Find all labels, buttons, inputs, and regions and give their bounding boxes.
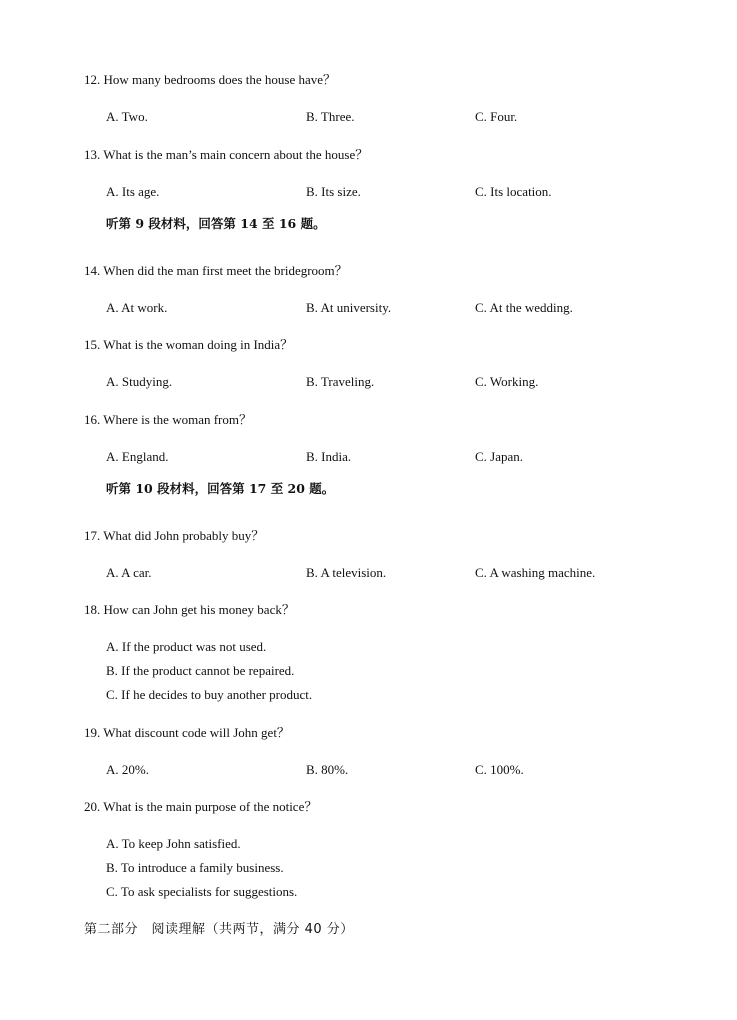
question-12-option-a: A. Two. xyxy=(106,109,148,124)
question-17-option-c: C. A washing machine. xyxy=(475,565,596,580)
question-15-option-b: B. Traveling. xyxy=(306,374,375,389)
question-13-option-b: B. Its size. xyxy=(306,184,361,199)
question-15-stem: 15. What is the woman doing in India？ xyxy=(84,337,294,352)
question-19-option-b: B. 80%. xyxy=(306,762,349,777)
question-17-option-b: B. A television. xyxy=(306,565,387,580)
question-16-option-b: B. India. xyxy=(306,449,352,464)
question-16-option-a: A. England. xyxy=(106,449,169,464)
question-14-option-c: C. At the wedding. xyxy=(475,300,573,315)
question-13-stem: 13. What is the man’s main concern about the house？ xyxy=(84,147,369,162)
question-20-stem: 20. What is the main purpose of the notice？ xyxy=(84,799,318,814)
question-18-option-c: C. If he decides to buy another product. xyxy=(106,687,313,702)
question-20-option-a: A. To keep John satisfied. xyxy=(106,836,241,851)
question-13-option-a: A. Its age. xyxy=(106,184,160,199)
question-14-option-a: A. At work. xyxy=(106,300,168,315)
part-two-title: 第二部分 阅读理解（共两节，满分 40 分） xyxy=(84,922,354,937)
question-20-option-c: C. To ask specialists for suggestions. xyxy=(106,884,298,899)
question-15-option-c: C. Working. xyxy=(475,374,539,389)
question-14-option-b: B. At university. xyxy=(306,300,392,315)
section-head-passage-10: 听第 10 段材料，回答第 17 至 20 题。 xyxy=(106,481,335,496)
question-16-stem: 16. Where is the woman from？ xyxy=(84,412,252,427)
question-14-stem: 14. When did the man first meet the bridegroom？ xyxy=(84,263,348,278)
question-18-stem: 18. How can John get his money back？ xyxy=(84,602,295,617)
question-16-option-c: C. Japan. xyxy=(475,449,524,464)
question-15-option-a: A. Studying. xyxy=(106,374,173,389)
question-20-option-b: B. To introduce a family business. xyxy=(106,860,284,875)
question-19-option-c: C. 100%. xyxy=(475,762,524,777)
section-head-passage-9: 听第 9 段材料，回答第 14 至 16 题。 xyxy=(106,216,326,231)
question-17-stem: 17. What did John probably buy？ xyxy=(84,528,265,543)
question-18-option-a: A. If the product was not used. xyxy=(106,639,267,654)
question-17-option-a: A. A car. xyxy=(106,565,152,580)
question-12-option-c: C. Four. xyxy=(475,109,518,124)
question-12-stem: 12. How many bedrooms does the house have？ xyxy=(84,72,337,87)
question-19-option-a: A. 20%. xyxy=(106,762,149,777)
question-18-option-b: B. If the product cannot be repaired. xyxy=(106,663,295,678)
question-13-option-c: C. Its location. xyxy=(475,184,552,199)
question-19-stem: 19. What discount code will John get？ xyxy=(84,725,290,740)
question-12-option-b: B. Three. xyxy=(306,109,355,124)
